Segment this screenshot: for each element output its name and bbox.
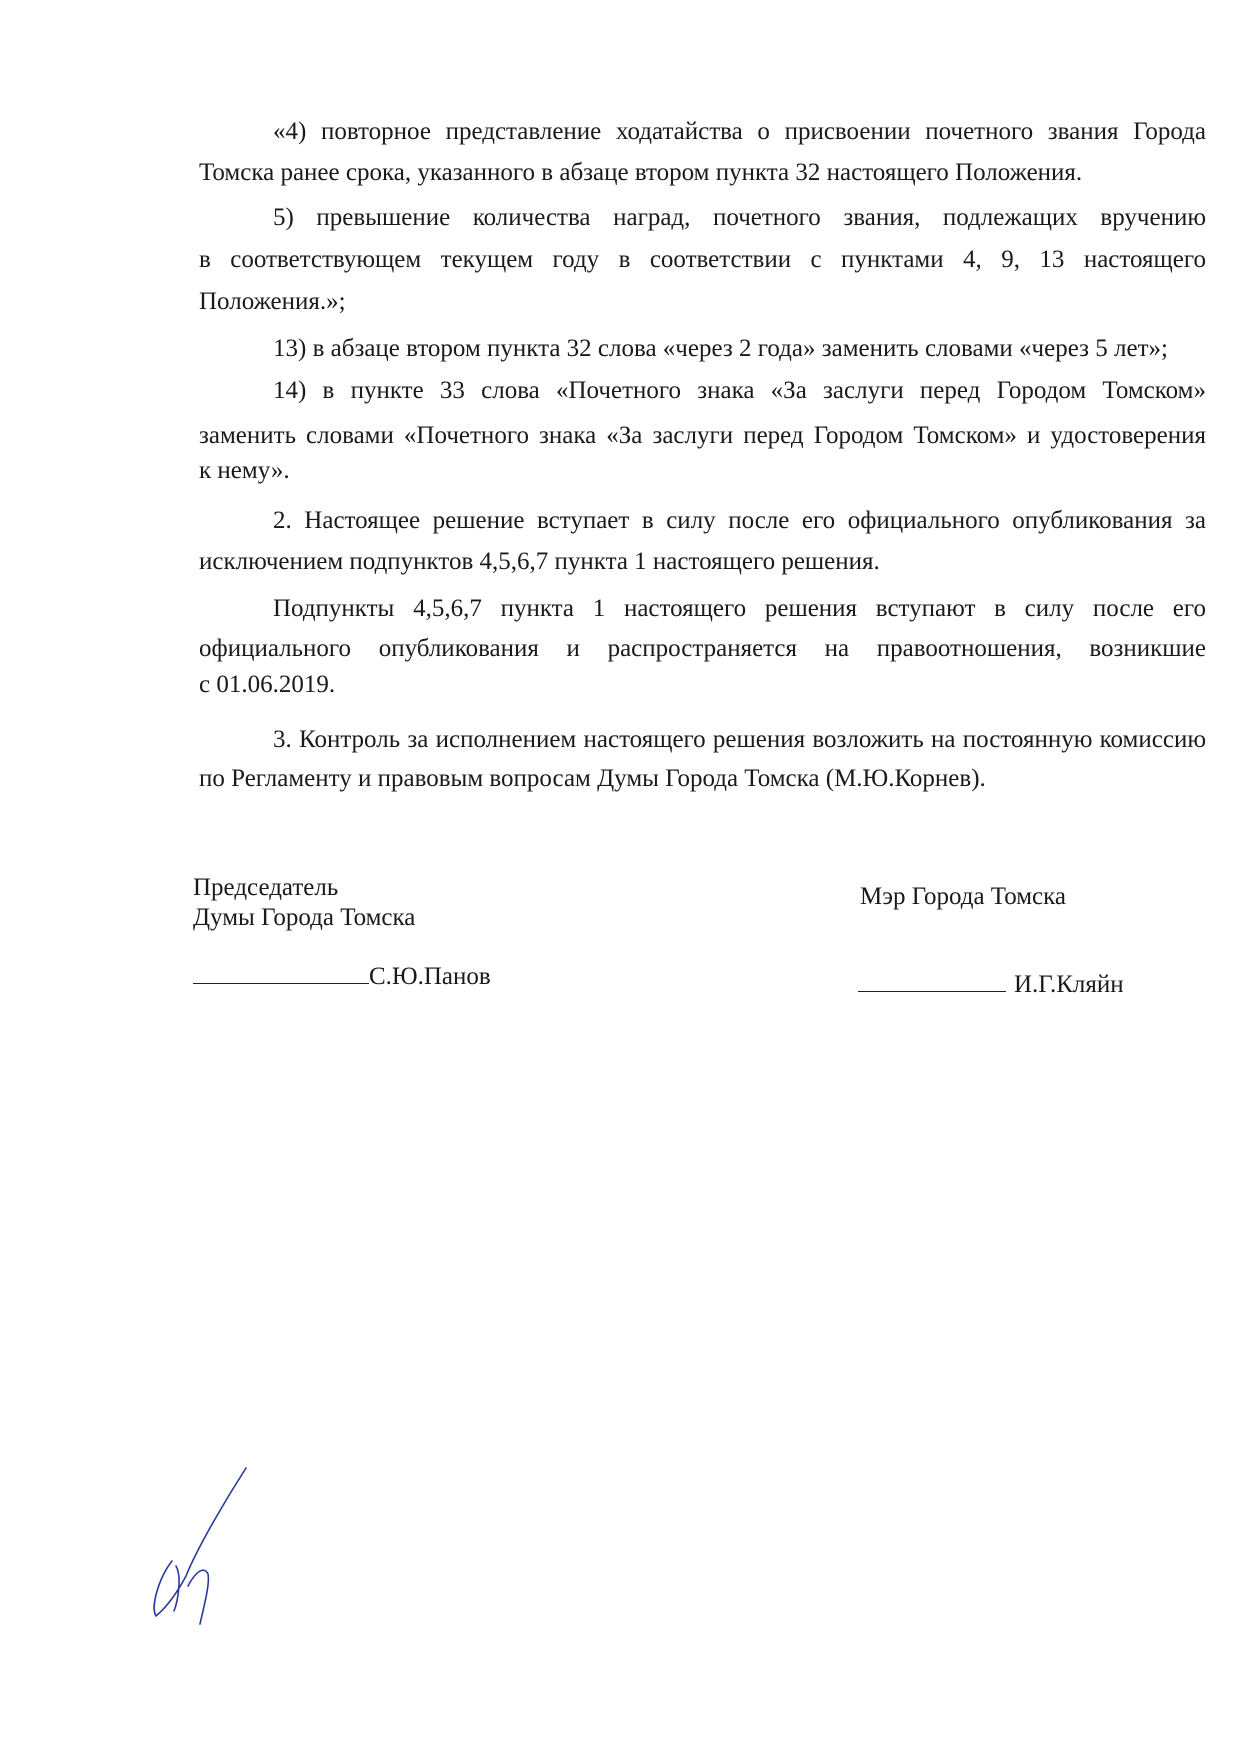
signatory-name: С.Ю.Панов bbox=[369, 963, 491, 990]
paragraph-line: 5) превышение количества наград, почетного звания, подлежащих вручению bbox=[273, 204, 1206, 231]
paragraph-line: 3. Контроль за исполнением настоящего решения возложить на постоянную комиссию bbox=[273, 726, 1206, 753]
paragraph-line: исключением подпунктов 4,5,6,7 пункта 1 настоящего решения. bbox=[199, 548, 880, 575]
signatory-organization: Думы Города Томска bbox=[193, 904, 416, 931]
paragraph-line: «4) повторное представление ходатайства о присвоении почетного звания Города bbox=[273, 118, 1206, 145]
paragraph-line: заменить словами «Почетного знака «За заслуги перед Городом Томском» и удостоверения bbox=[199, 422, 1206, 449]
paragraph-line: официального опубликования и распространяется на правоотношения, возникшие bbox=[199, 635, 1206, 662]
paragraph-line: по Регламенту и правовым вопросам Думы Города Томска (М.Ю.Корнев). bbox=[199, 765, 986, 792]
paragraph-line: в соответствующем текущем году в соответствии с пунктами 4, 9, 13 настоящего bbox=[199, 246, 1206, 273]
signature-underline bbox=[193, 983, 369, 984]
signatory-name: И.Г.Кляйн bbox=[1014, 971, 1124, 998]
signatory-title: Председатель bbox=[193, 874, 339, 901]
signature-line-right bbox=[858, 970, 1124, 1000]
signature-underline bbox=[858, 991, 1006, 992]
paragraph-line: 14) в пункте 33 слова «Почетного знака «За заслуги перед Городом Томском» bbox=[273, 377, 1206, 404]
handwritten-signature bbox=[148, 1466, 248, 1626]
paragraph-line: Томска ранее срока, указанного в абзаце втором пункта 32 настоящего Положения. bbox=[199, 159, 1083, 186]
paragraph-line: к нему». bbox=[199, 457, 290, 484]
paragraph-line: с 01.06.2019. bbox=[199, 671, 336, 698]
signature-line-left bbox=[193, 962, 491, 992]
paragraph-line: Положения.»; bbox=[199, 288, 346, 315]
signatory-title: Мэр Города Томска bbox=[860, 883, 1067, 910]
paragraph-line: Подпункты 4,5,6,7 пункта 1 настоящего решения вступают в силу после его bbox=[273, 595, 1206, 622]
paragraph-line: 13) в абзаце втором пункта 32 слова «через 2 года» заменить словами «через 5 лет»; bbox=[273, 335, 1168, 362]
paragraph-line: 2. Настоящее решение вступает в силу после его официального опубликования за bbox=[273, 507, 1206, 534]
